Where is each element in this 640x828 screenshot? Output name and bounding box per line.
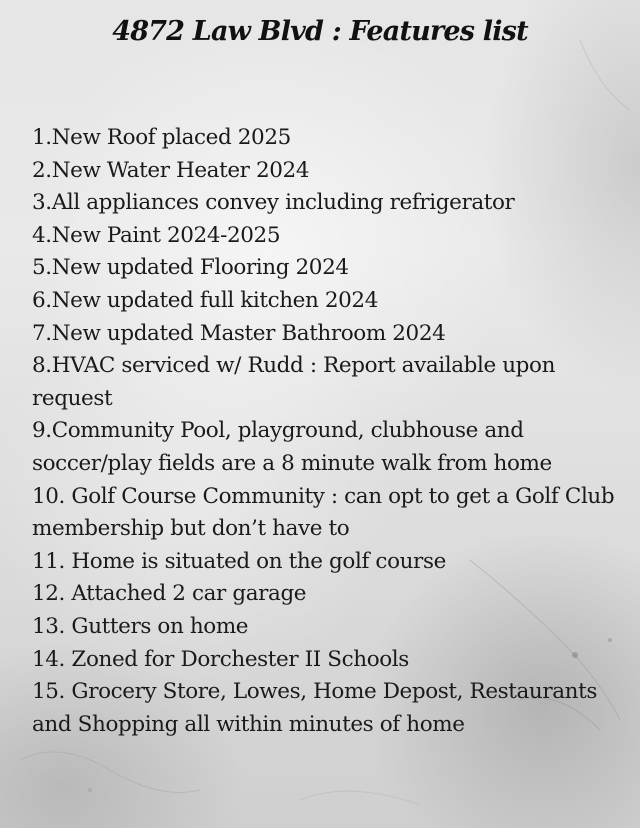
list-item: 5.New updated Flooring 2024 <box>32 255 349 281</box>
page-title: 4872 Law Blvd : Features list <box>112 16 528 47</box>
list-item: 1.New Roof placed 2025 <box>32 125 291 150</box>
list-item: 7.New updated Master Bathroom 2024 <box>32 320 446 346</box>
list-item: 11. Home is situated on the golf course <box>32 548 446 574</box>
list-item: 10. Golf Course Community : can opt to get a Golf Club membership but don’t have to <box>32 483 615 542</box>
list-item: 14. Zoned for Dorchester II Schools <box>32 646 409 672</box>
list-item: 15. Grocery Store, Lowes, Home Depost, Restaurants and Shopping all within minutes of home <box>32 679 597 737</box>
list-item: 3.All appliances convey including refrigerator <box>32 190 515 216</box>
list-item: 9.Community Pool, playground, clubhouse and soccer/play fields are a 8 minute walk from home <box>32 418 552 476</box>
list-item: 6.New updated full kitchen 2024 <box>32 287 378 313</box>
list-item: 4.New Paint 2024-2025 <box>32 222 281 248</box>
list-item: 8.HVAC serviced w/ Rudd : Report available upon request <box>32 353 556 411</box>
list-item: 2.New Water Heater 2024 <box>32 157 310 183</box>
features-list <box>32 122 632 741</box>
list-item: 13. Gutters on home <box>32 613 249 639</box>
list-item: 12. Attached 2 car garage <box>32 581 307 607</box>
